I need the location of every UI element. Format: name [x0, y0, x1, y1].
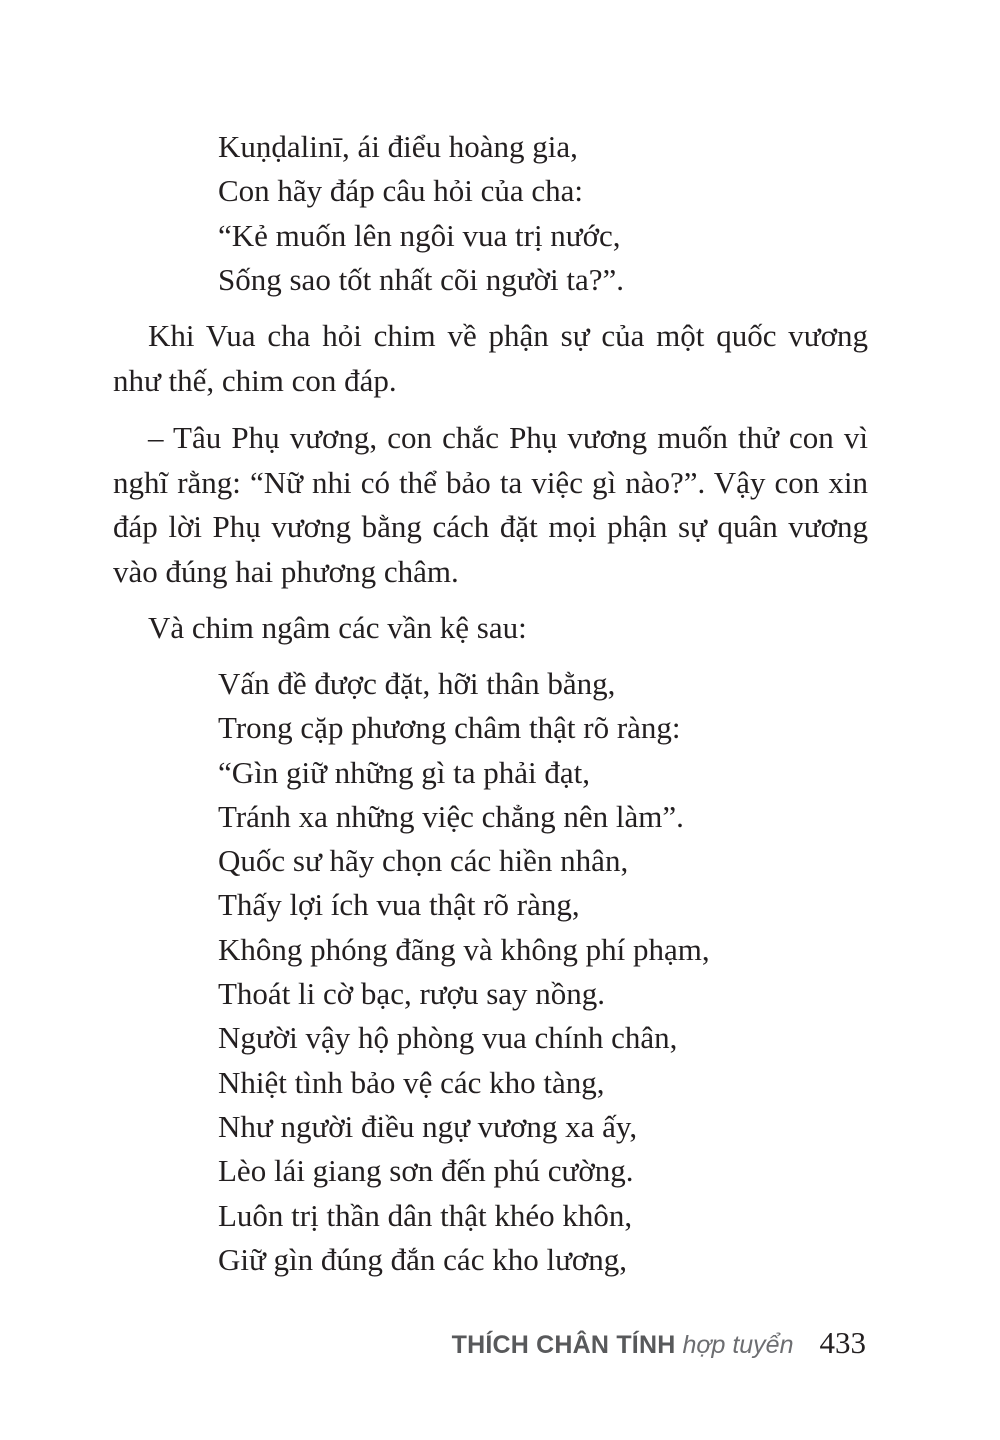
paragraph-bird-reply: – Tâu Phụ vương, con chắc Phụ vương muốn thử con vì nghĩ rằng: “Nữ nhi có thể bảo ta việc gì nào?”. Vậy con xin đáp lời Phụ vương bằng cách đặt mọi phận sự quân vương vào đúng hai phương châm.	[113, 420, 868, 589]
verse-block-1	[218, 125, 624, 302]
verse-line: Lèo lái giang sơn đến phú cường.	[218, 1153, 634, 1189]
verse-line: Như người điều ngự vương xa ấy,	[218, 1108, 638, 1144]
verse-line: “Gìn giữ những gì ta phải đạt,	[218, 754, 590, 790]
verse-line: Thấy lợi ích vua thật rõ ràng,	[218, 887, 580, 923]
footer-author: THÍCH CHÂN TÍNH	[451, 1331, 676, 1359]
page-footer	[452, 1325, 866, 1361]
page-number: 433	[819, 1325, 866, 1360]
paragraph-king-question: Khi Vua cha hỏi chim về phận sự của một quốc vương như thế, chim con đáp.	[113, 318, 868, 398]
verse-line: Giữ gìn đúng đắn các kho lương,	[218, 1241, 628, 1277]
verse-line: Không phóng đãng và không phí phạm,	[218, 931, 710, 967]
verse-line: Tránh xa những việc chẳng nên làm”.	[218, 798, 684, 834]
paragraph-verse-intro: Và chim ngâm các vần kệ sau:	[148, 610, 527, 645]
verse-block-2	[218, 662, 710, 1282]
verse-line: Sống sao tốt nhất cõi người ta?”.	[218, 261, 624, 297]
verse-line: Vấn đề được đặt, hỡi thân bằng,	[218, 666, 616, 701]
verse-line: Con hãy đáp câu hỏi của cha:	[218, 173, 583, 209]
verse-line: Quốc sư hãy chọn các hiền nhân,	[218, 843, 629, 879]
verse-line: Người vậy hộ phòng vua chính chân,	[218, 1020, 678, 1056]
verse-line: Trong cặp phương châm thật rõ ràng:	[218, 710, 681, 746]
verse-line: Luôn trị thần dân thật khéo khôn,	[218, 1197, 633, 1233]
verse-line: “Kẻ muốn lên ngôi vua trị nước,	[218, 217, 621, 253]
verse-line: Kuṇḍalinī, ái điểu hoàng gia,	[218, 129, 578, 164]
verse-line: Nhiệt tình bảo vệ các kho tàng,	[218, 1064, 605, 1100]
footer-subtitle: hợp tuyển	[682, 1331, 794, 1359]
verse-line: Thoát li cờ bạc, rượu say nồng.	[218, 976, 606, 1012]
